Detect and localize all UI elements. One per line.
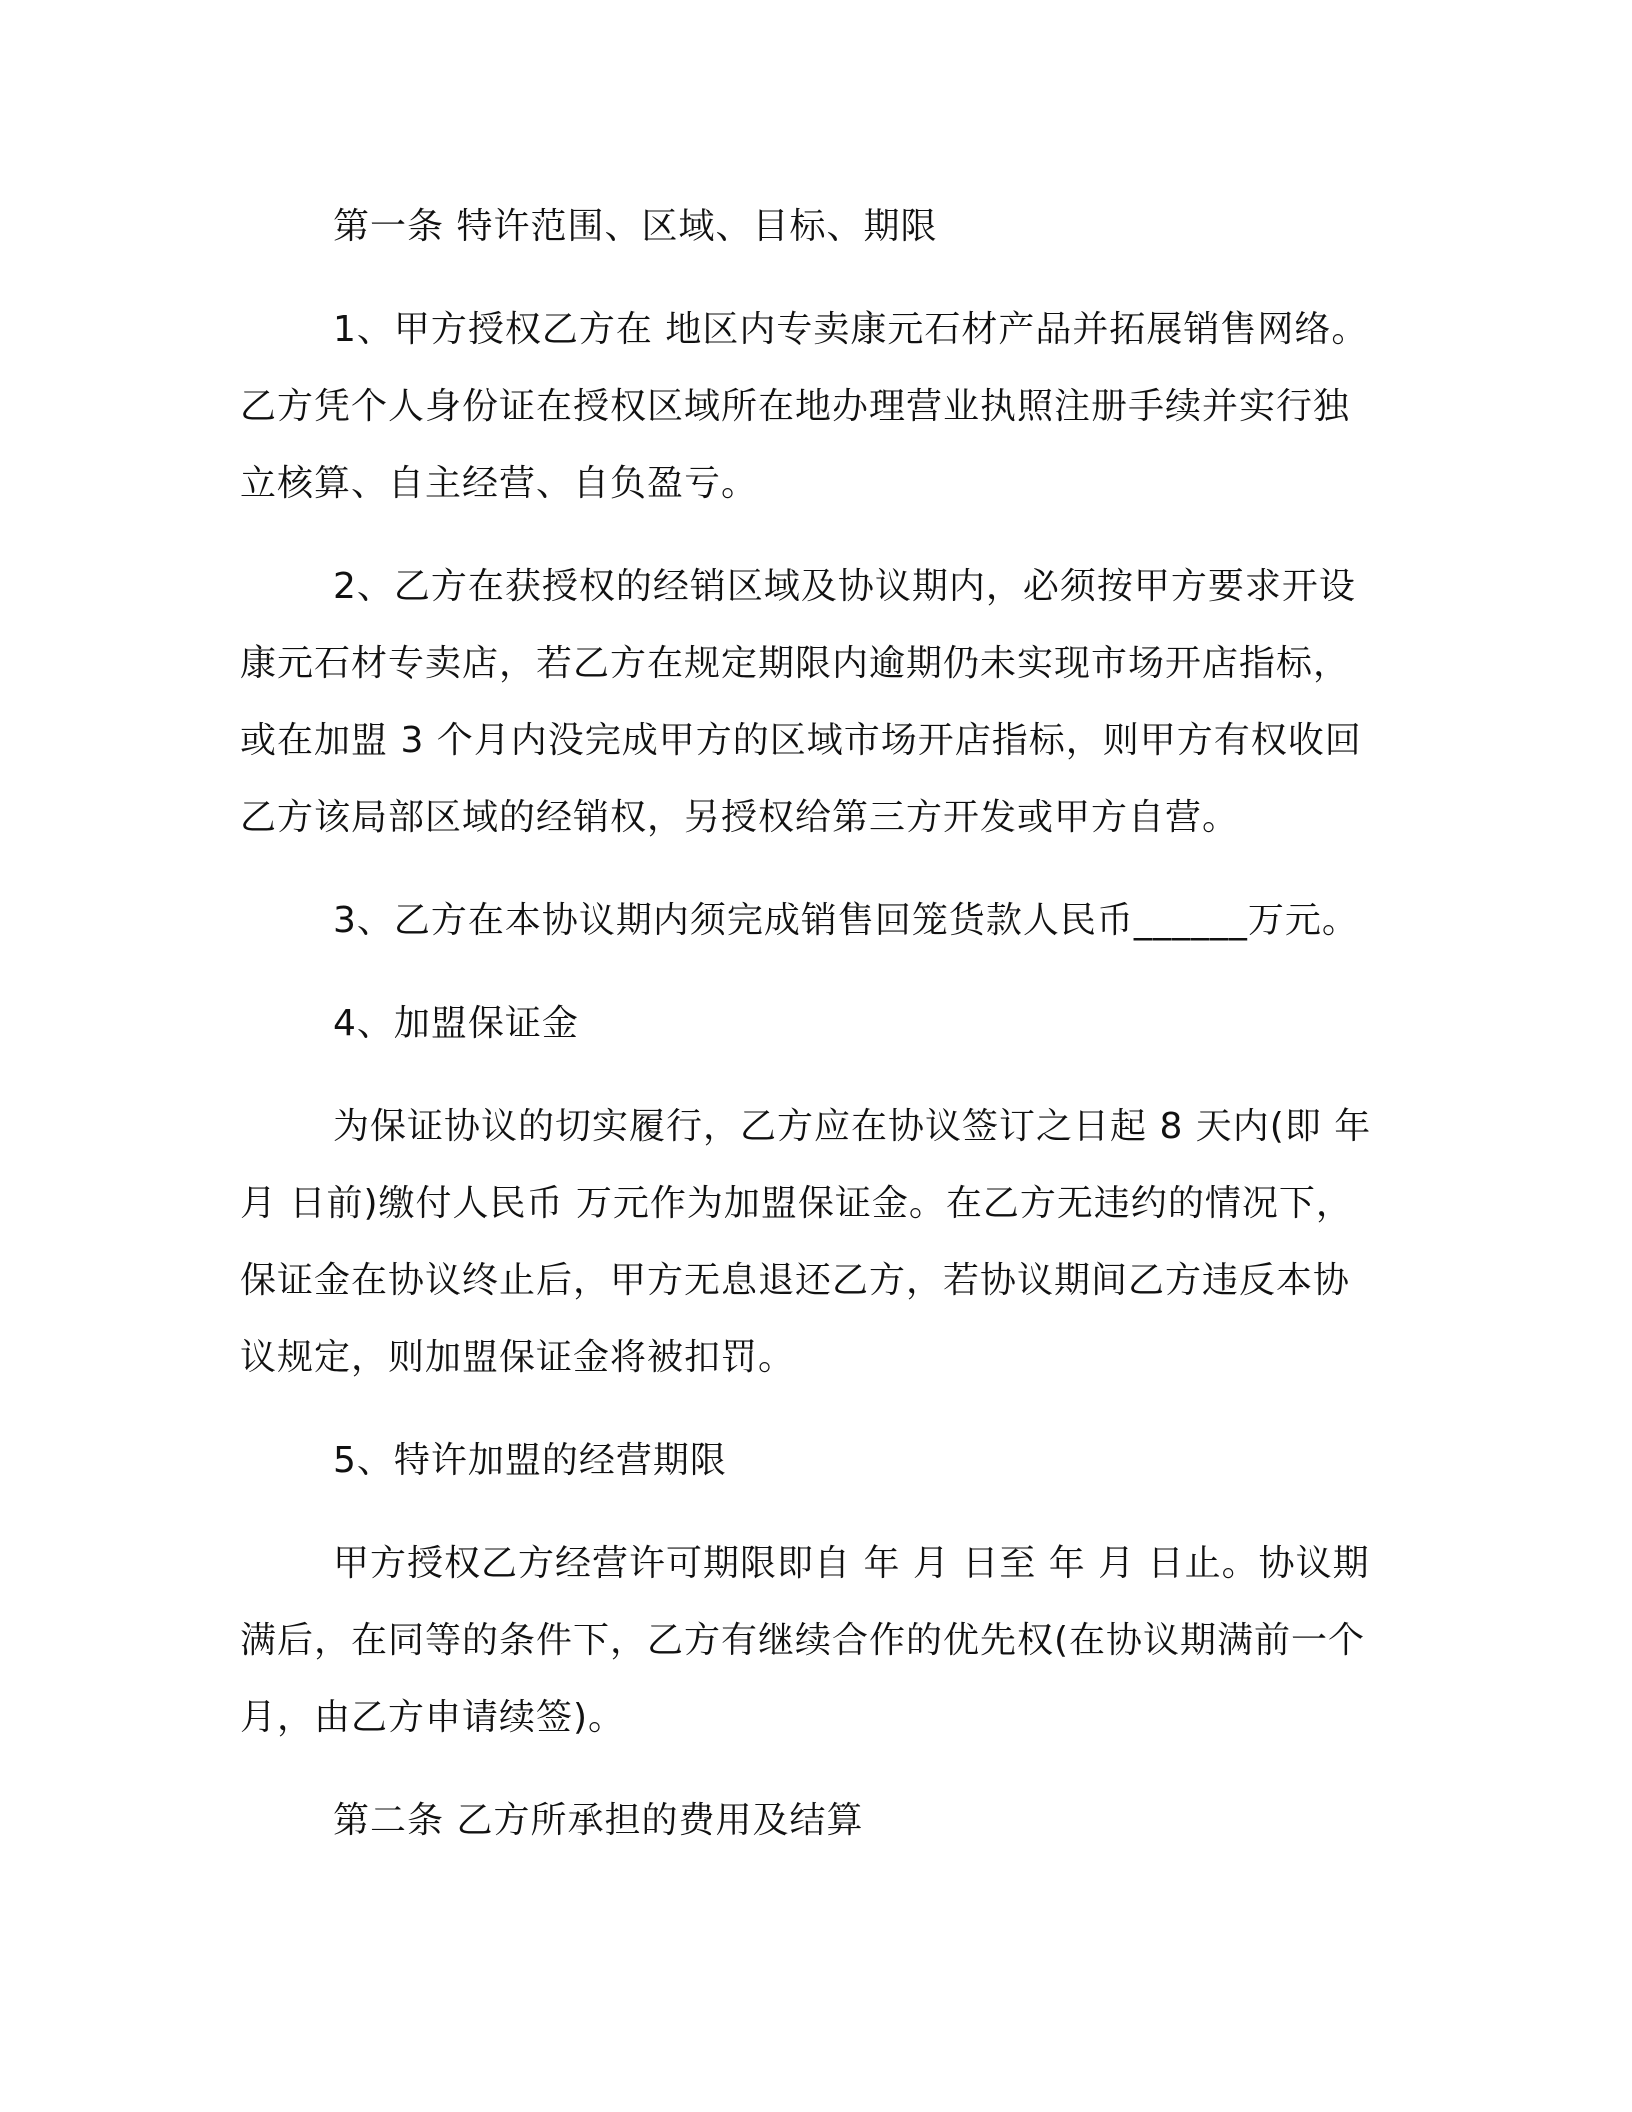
clause-2-paragraph: 2、乙方在获授权的经销区域及协议期内，必须按甲方要求开设康元石材专卖店，若乙方在规定期限内逾期仍未实现市场开店指标，或在加盟 3 个月内没完成甲方的区域市场开店指标，则甲方有权收回乙方该局部区域的经销权，另授权给第三方开发或甲方自营。 [240,566,1362,838]
deposit-paragraph: 为保证协议的切实履行，乙方应在协议签订之日起 8 天内(即 年 月 日前)缴付人民币 万元作为加盟保证金。在乙方无违约的情况下，保证金在协议终止后，甲方无息退还乙方，若协议期间乙方违反本协议规定，则加盟保证金将被扣罚。 [240,1106,1372,1378]
clause-1-paragraph: 1、甲方授权乙方在 地区内专卖康元石材产品并拓展销售网络。乙方凭个人身份证在授权区域所在地办理营业执照注册手续并实行独立核算、自主经营、自负盈亏。 [240,309,1369,504]
clause-4-heading: 4、加盟保证金 [333,1003,579,1044]
clause-5-heading: 5、特许加盟的经营期限 [333,1440,727,1481]
document-body [240,188,1380,1885]
term-paragraph: 甲方授权乙方经营许可期限即自 年 月 日至 年 月 日止。协议期满后，在同等的条件下，乙方有继续合作的优先权(在协议期满前一个月，由乙方申请续签)。 [240,1543,1370,1738]
clause-3-paragraph: 3、乙方在本协议期内须完成销售回笼货款人民币______万元。 [333,900,1359,941]
article-2-heading: 第二条 乙方所承担的费用及结算 [333,1800,864,1841]
article-1-heading: 第一条 特许范围、区域、目标、期限 [333,206,938,247]
